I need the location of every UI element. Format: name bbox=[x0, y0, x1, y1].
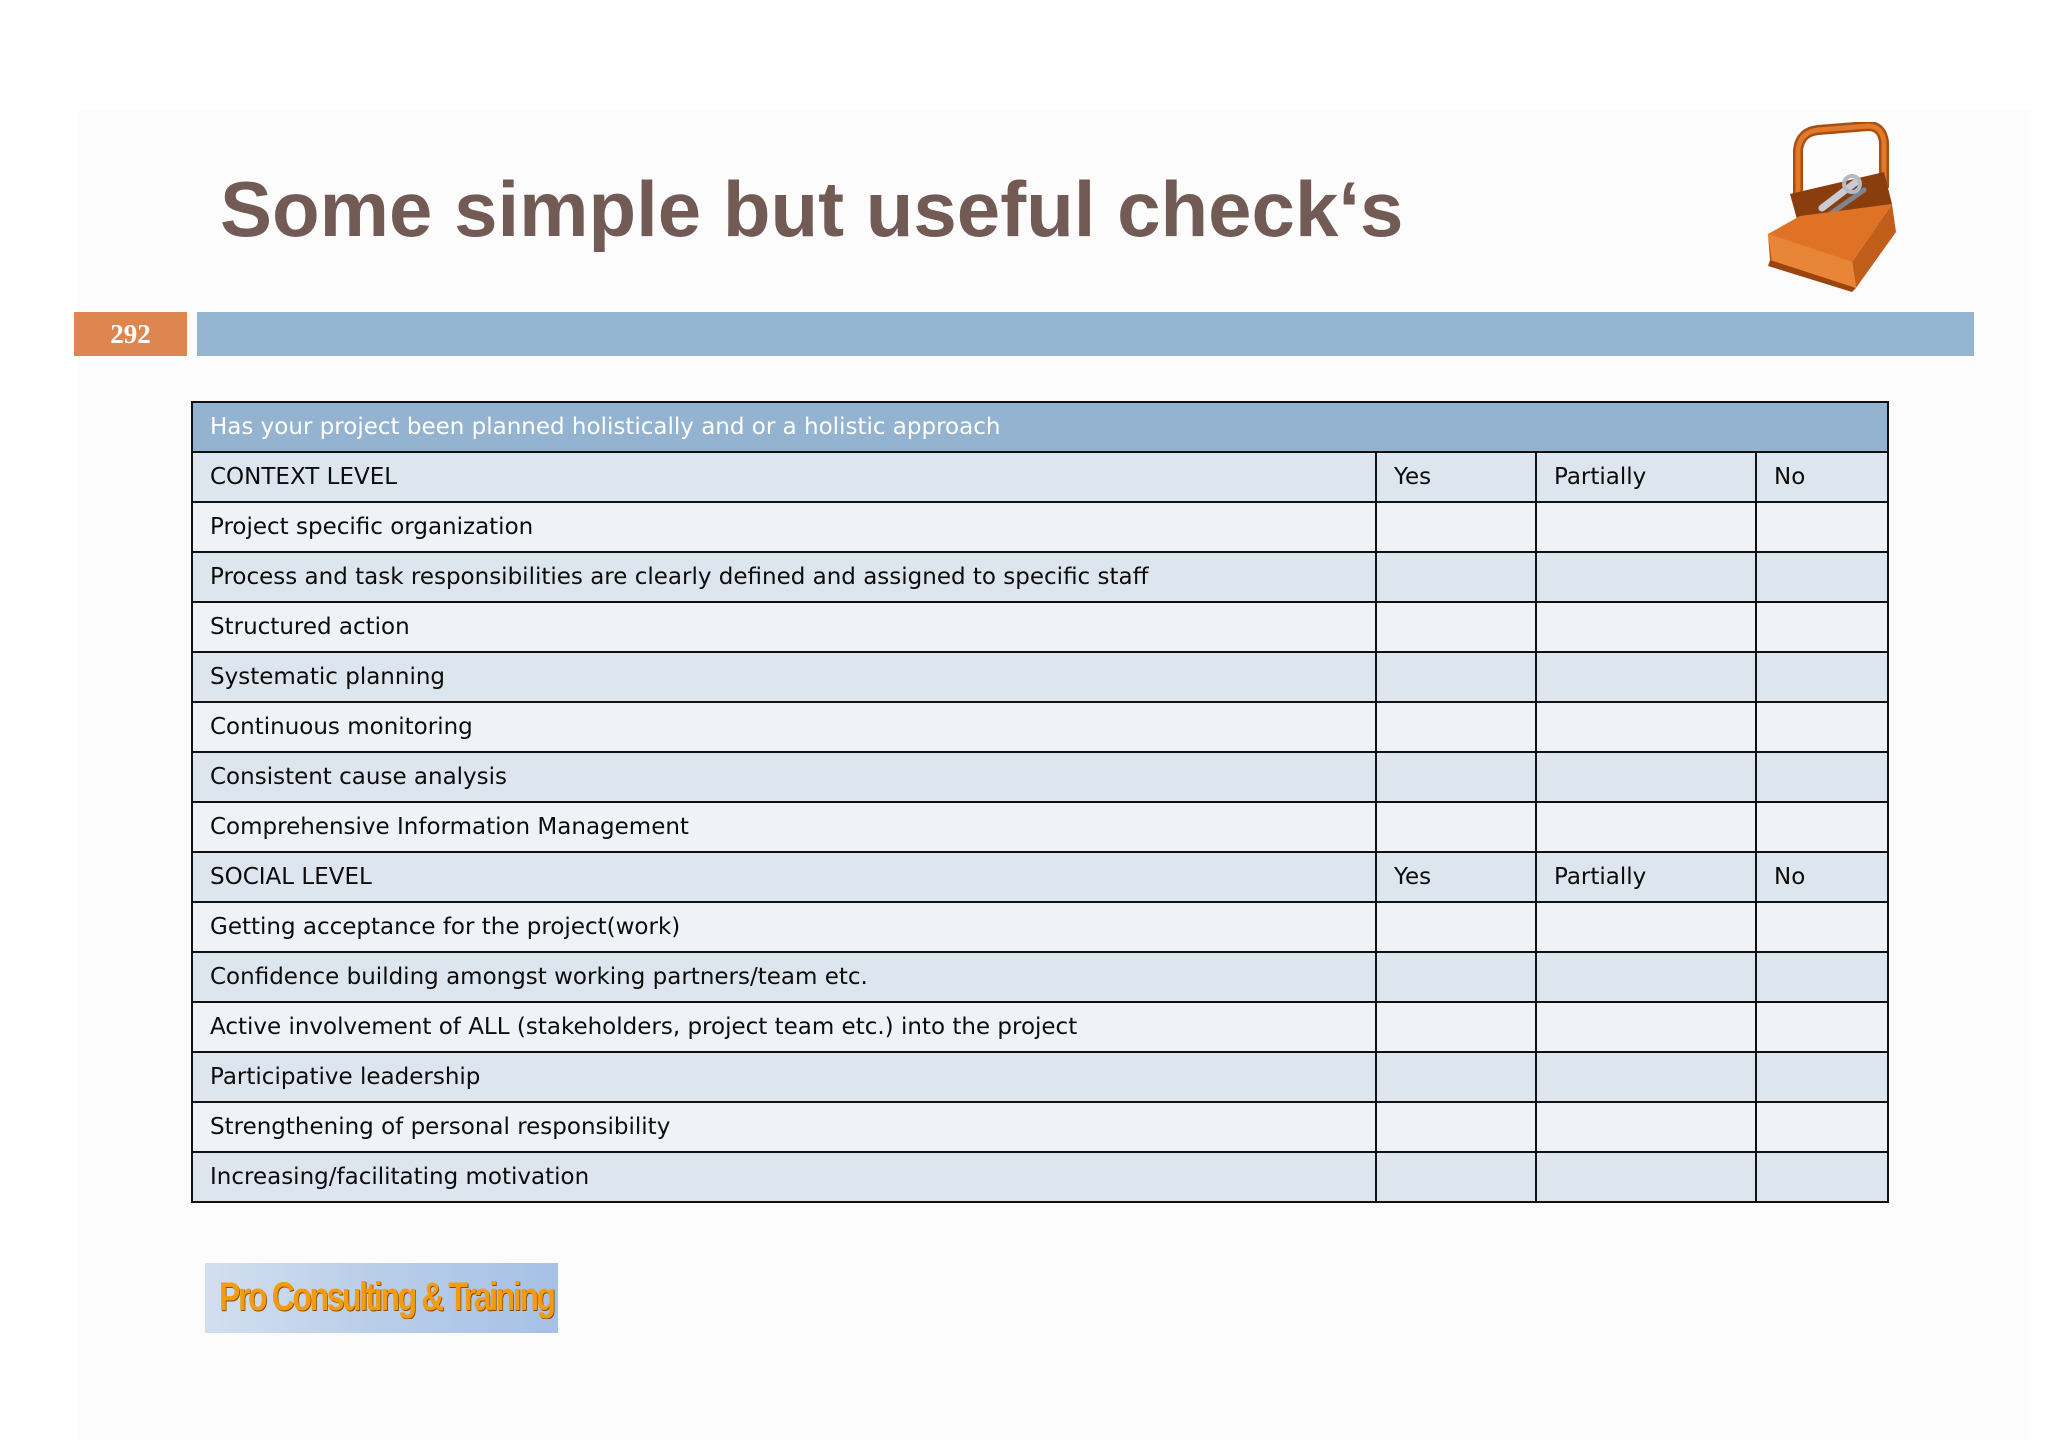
table-row bbox=[192, 602, 1888, 652]
yes-cell bbox=[1376, 1152, 1536, 1202]
partially-cell bbox=[1536, 952, 1756, 1002]
no-cell bbox=[1756, 502, 1888, 552]
partially-cell bbox=[1536, 802, 1756, 852]
yes-cell: Yes bbox=[1376, 452, 1536, 502]
yes-cell bbox=[1376, 802, 1536, 852]
row-label: Structured action bbox=[192, 602, 1376, 652]
no-cell: No bbox=[1756, 852, 1888, 902]
checklist-table bbox=[191, 401, 1889, 1203]
partially-cell bbox=[1536, 902, 1756, 952]
table-row bbox=[192, 502, 1888, 552]
logo-text: Pro Consulting & Training bbox=[219, 1275, 554, 1319]
partially-cell bbox=[1536, 602, 1756, 652]
yes-cell bbox=[1376, 502, 1536, 552]
yes-cell bbox=[1376, 1102, 1536, 1152]
no-cell bbox=[1756, 1152, 1888, 1202]
partially-cell: Partially bbox=[1536, 852, 1756, 902]
table-row bbox=[192, 952, 1888, 1002]
row-label: Systematic planning bbox=[192, 652, 1376, 702]
no-cell bbox=[1756, 752, 1888, 802]
partially-cell bbox=[1536, 1152, 1756, 1202]
partially-cell bbox=[1536, 552, 1756, 602]
no-cell bbox=[1756, 1002, 1888, 1052]
yes-cell bbox=[1376, 652, 1536, 702]
partially-cell bbox=[1536, 702, 1756, 752]
partially-cell bbox=[1536, 652, 1756, 702]
row-label: Increasing/facilitating motivation bbox=[192, 1152, 1376, 1202]
no-cell bbox=[1756, 652, 1888, 702]
row-label: Comprehensive Information Management bbox=[192, 802, 1376, 852]
row-label: Project specific organization bbox=[192, 502, 1376, 552]
no-cell bbox=[1756, 1052, 1888, 1102]
company-logo bbox=[205, 1263, 558, 1333]
yes-cell bbox=[1376, 952, 1536, 1002]
section-row-social bbox=[192, 852, 1888, 902]
no-cell bbox=[1756, 602, 1888, 652]
no-cell bbox=[1756, 1102, 1888, 1152]
row-label: Continuous monitoring bbox=[192, 702, 1376, 752]
no-cell: No bbox=[1756, 452, 1888, 502]
row-label: Getting acceptance for the project(work) bbox=[192, 902, 1376, 952]
table-row bbox=[192, 702, 1888, 752]
table-row bbox=[192, 1052, 1888, 1102]
no-cell bbox=[1756, 552, 1888, 602]
table-row bbox=[192, 552, 1888, 602]
partially-cell bbox=[1536, 752, 1756, 802]
table-row bbox=[192, 752, 1888, 802]
yes-cell: Yes bbox=[1376, 852, 1536, 902]
yes-cell bbox=[1376, 1002, 1536, 1052]
yes-cell bbox=[1376, 702, 1536, 752]
row-label: Process and task responsibilities are clearly defined and assigned to specific staff bbox=[192, 552, 1376, 602]
table-row bbox=[192, 902, 1888, 952]
table-header: Has your project been planned holistically and or a holistic approach bbox=[192, 402, 1888, 452]
row-label: SOCIAL LEVEL bbox=[192, 852, 1376, 902]
table-row bbox=[192, 652, 1888, 702]
table-row bbox=[192, 1102, 1888, 1152]
yes-cell bbox=[1376, 1052, 1536, 1102]
partially-cell bbox=[1536, 1102, 1756, 1152]
no-cell bbox=[1756, 802, 1888, 852]
row-label: Strengthening of personal responsibility bbox=[192, 1102, 1376, 1152]
no-cell bbox=[1756, 902, 1888, 952]
row-label: Consistent cause analysis bbox=[192, 752, 1376, 802]
table-row bbox=[192, 802, 1888, 852]
header-band bbox=[197, 312, 1974, 356]
yes-cell bbox=[1376, 752, 1536, 802]
no-cell bbox=[1756, 952, 1888, 1002]
no-cell bbox=[1756, 702, 1888, 752]
table-header-row bbox=[192, 402, 1888, 452]
table-row bbox=[192, 1152, 1888, 1202]
row-label: Confidence building amongst working partners/team etc. bbox=[192, 952, 1376, 1002]
partially-cell bbox=[1536, 502, 1756, 552]
yes-cell bbox=[1376, 902, 1536, 952]
row-label: CONTEXT LEVEL bbox=[192, 452, 1376, 502]
partially-cell bbox=[1536, 1002, 1756, 1052]
row-label: Participative leadership bbox=[192, 1052, 1376, 1102]
section-row-context bbox=[192, 452, 1888, 502]
toolbox-icon bbox=[1760, 122, 1900, 292]
yes-cell bbox=[1376, 602, 1536, 652]
partially-cell bbox=[1536, 1052, 1756, 1102]
partially-cell: Partially bbox=[1536, 452, 1756, 502]
page-title: Some simple but useful check‘s bbox=[220, 165, 1404, 253]
row-label: Active involvement of ALL (stakeholders, project team etc.) into the project bbox=[192, 1002, 1376, 1052]
page-number: 292 bbox=[74, 312, 187, 356]
yes-cell bbox=[1376, 552, 1536, 602]
table-row bbox=[192, 1002, 1888, 1052]
